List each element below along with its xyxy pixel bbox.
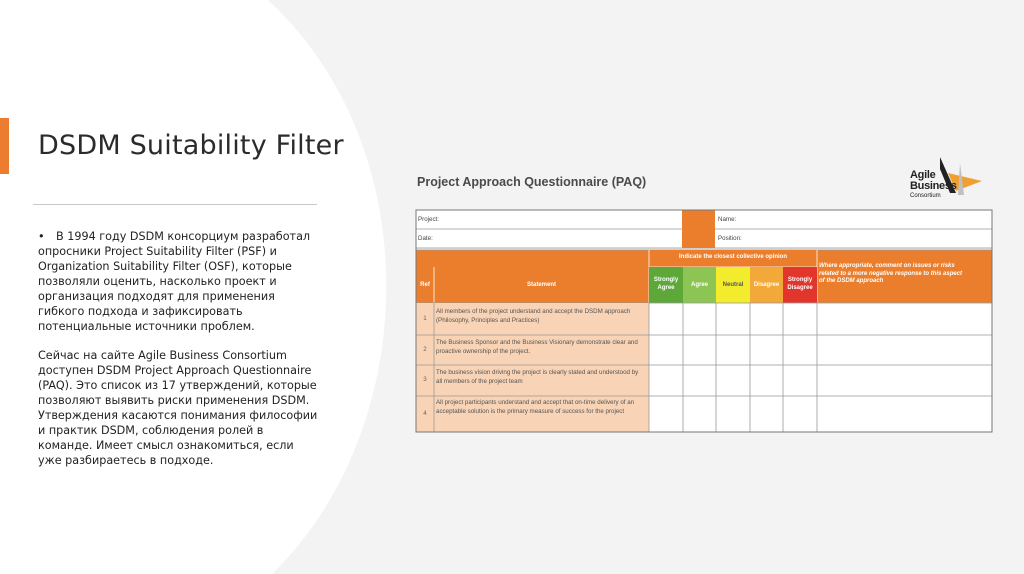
paq-table [414,155,994,440]
header-statement: Statement [526,282,556,288]
row-3-ref: 3 [423,376,427,383]
header-strongly-disagree: Strongly Disagree [787,277,813,291]
paragraph-1 [38,229,318,334]
row-1-statement: All members of the project understand and accept the DSDM approach (Philosophy, Principles and Practices) [436,308,631,324]
paq-title: Project Approach Questionnaire (PAQ) [417,175,647,189]
row-2-ref: 2 [423,346,427,353]
logo-line-3: Consortium [910,193,941,199]
paragraph-2: Сейчас на сайте Agile Business Consortium доступен DSDM Project Approach Questionnaire (PAQ). Это список из 17 утверждений, которые позволяют выявить риски применения DSDM. Утверждения касаются понимания философии и практик DSDM, соблюдения ролей в команде. Имеет смысл ознакомиться, если уже разбираетесь в подходе. [38,349,318,467]
slide-body [38,229,318,482]
title-divider [33,204,317,205]
field-date-label: Date: [418,235,433,242]
row-2-statement: The Business Sponsor and the Business Visionary demonstrate clear and proactive ownership of the project. [436,339,638,355]
paragraph-1-text: В 1994 году DSDM консорциум разработал опросники Project Suitability Filter (PSF) и Organization Suitability Filter (OSF), которые позволяли оценить, насколько проект и организация подходят для применения гибкого подхода и зафиксировать потенциальные источники проблем. [38,230,311,333]
header-indicate: Indicate the closest collective opinion [678,254,788,260]
row-4-statement: All project participants understand and accept that on-time delivery of an acceptable solution is the primary measure of success for the project [436,399,635,415]
row-1-ref: 1 [423,315,427,322]
bullet-icon: • [38,230,45,243]
logo-line-1: Agile [910,169,936,181]
header-neutral: Neutral [722,282,744,288]
field-position-label: Position: [718,235,742,242]
header-agree: Agree [690,282,708,288]
logo-line-2: Business [910,180,957,192]
row-4-ref: 4 [423,410,427,417]
header-strongly-agree: Strongly Agree [653,277,679,291]
header-disagree: Disagree [753,282,780,288]
paq-image [414,155,994,440]
title-accent-bar [0,118,9,174]
field-project-label: Project: [418,216,439,223]
field-name-label: Name: [718,216,737,223]
header-ref: Ref [420,282,430,288]
slide-title: DSDM Suitability Filter [38,130,344,161]
row-3-statement: The business vision driving the project is clearly stated and understood by all members of the project team [436,369,639,385]
header-comment: Where appropriate, comment on issues or risks related to a more negative response to this aspect of the DSDM approach [819,263,963,284]
